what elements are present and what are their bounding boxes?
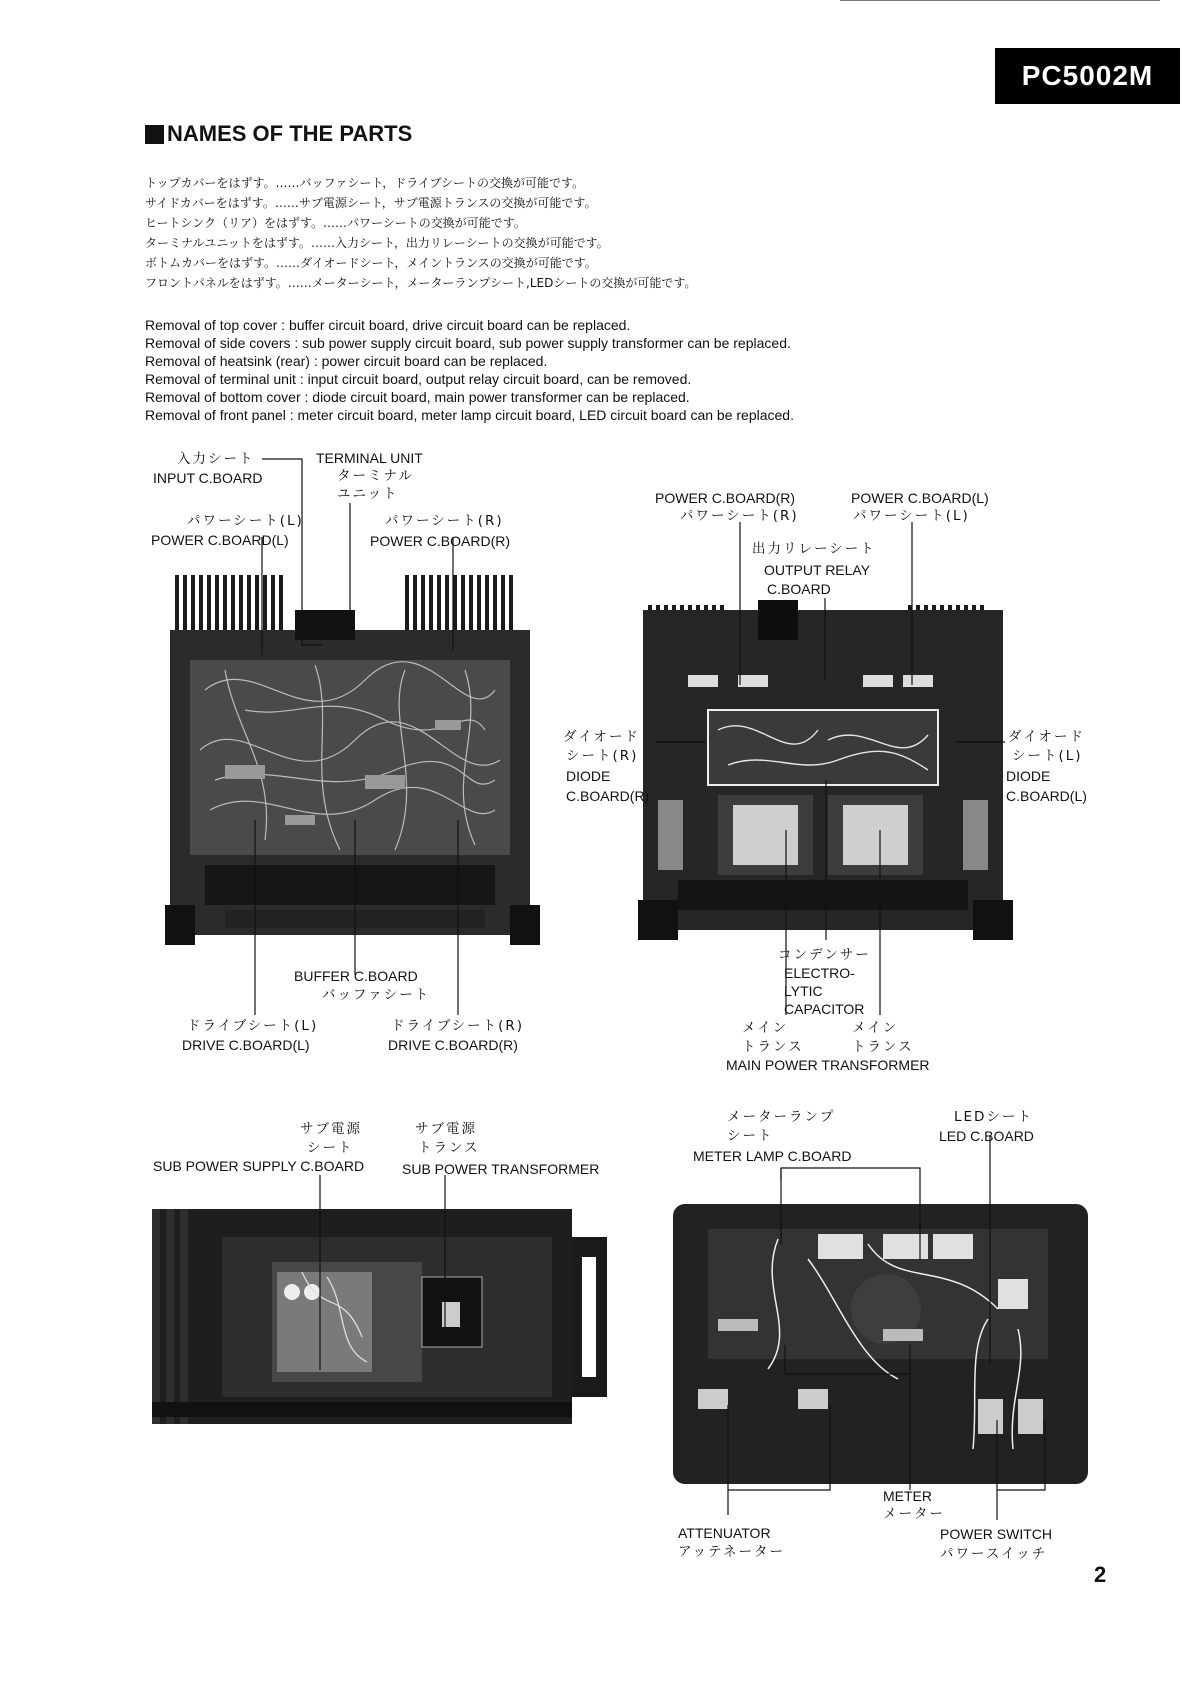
en-note-line: Removal of bottom cover : diode circuit board, main power transformer can be replaced. [145, 389, 690, 405]
sub-power-transformer-label-jp2: トランス [418, 1140, 480, 1156]
sub-power-board-label-jp1: サブ電源 [300, 1121, 362, 1137]
drive-board-l-label-en: DRIVE C.BOARD(L) [182, 1037, 310, 1053]
led-board-label-en: LED C.BOARD [939, 1128, 1034, 1144]
diode-board-l-label-en2: C.BOARD(L) [1006, 788, 1087, 804]
main-transformer-label-en: MAIN POWER TRANSFORMER [726, 1057, 930, 1073]
diode-board-r-label-en2: C.BOARD(R) [566, 788, 650, 804]
jp-note-line: フロントパネルをはずす。……メーターシート，メーターランプシート,LEDシートの交換が可能です。 [145, 276, 697, 290]
main-transformer-1-label-jp1: メイン [742, 1020, 789, 1036]
drive-board-l-label-jp: ドライブシート(L) [187, 1018, 319, 1034]
meter-lamp-board-label-jp2: シート [727, 1128, 774, 1144]
attenuator-label-en: ATTENUATOR [678, 1525, 771, 1541]
bottom-power-l-label-en: POWER C.BOARD(L) [851, 490, 989, 506]
jp-note-line: ターミナルユニットをはずす。……入力シート，出力リレーシートの交換が可能です。 [145, 236, 609, 250]
attenuator-label-jp: アッテネーター [678, 1544, 786, 1560]
side-view-photo [152, 1197, 622, 1442]
drive-board-r-label-en: DRIVE C.BOARD(R) [388, 1037, 518, 1053]
input-board-label-en: INPUT C.BOARD [153, 470, 263, 486]
capacitor-label-en2: LYTIC [784, 983, 823, 999]
top-rule [840, 0, 1160, 1]
capacitor-label-jp: コンデンサー [778, 947, 871, 963]
power-switch-label-jp: パワースイッチ [940, 1546, 1048, 1562]
diode-board-l-label-jp2: シート(L) [1012, 748, 1083, 764]
top-view-photo [165, 570, 540, 955]
english-notes [145, 316, 794, 424]
japanese-notes [145, 173, 696, 293]
jp-note-line: ボトムカバーをはずす。……ダイオードシート，メイントランスの交換が可能です。 [145, 256, 597, 270]
output-relay-label-en1: OUTPUT RELAY [764, 562, 871, 578]
capacitor-label-en3: CAPACITOR [784, 1001, 865, 1017]
bottom-power-r-label-jp: パワーシート(R) [680, 508, 799, 524]
diode-board-r-label-jp2: シート(R) [566, 748, 639, 764]
output-relay-label-en2: C.BOARD [767, 581, 831, 597]
section-bullet-icon [145, 125, 164, 144]
meter-label-en: METER [883, 1488, 932, 1504]
section-title [145, 121, 412, 147]
model-text: PC5002M [1021, 60, 1154, 91]
meter-lamp-board-label-jp1: メーターランプ [727, 1109, 836, 1125]
sub-power-board-label-en: SUB POWER SUPPLY C.BOARD [153, 1158, 365, 1174]
en-note-line: Removal of side covers : sub power supply circuit board, sub power supply transformer can be replaced. [145, 335, 791, 351]
diode-board-l-label-jp1: ダイオード [1008, 729, 1085, 745]
en-note-line: Removal of front panel : meter circuit board, meter lamp circuit board, LED circuit board can be replaced. [145, 407, 794, 423]
terminal-unit-label-en: TERMINAL UNIT [316, 450, 423, 466]
main-transformer-2-label-jp2: トランス [852, 1039, 914, 1055]
front-view-photo [668, 1199, 1093, 1489]
meter-lamp-board-label-en: METER LAMP C.BOARD [693, 1148, 852, 1164]
section-title-text: NAMES OF THE PARTS [167, 121, 413, 146]
input-board-label-jp: 入力シート [177, 451, 255, 467]
buffer-board-label-en: BUFFER C.BOARD [294, 968, 418, 984]
drive-board-r-label-jp: ドライブシート(R) [391, 1018, 525, 1034]
jp-note-line: サイドカバーをはずす。……サブ電源シート，サブ電源トランスの交換が可能です。 [145, 196, 597, 210]
diode-board-r-label-jp1: ダイオード [563, 729, 640, 745]
en-note-line: Removal of heatsink (rear) : power circuit board can be replaced. [145, 353, 548, 369]
capacitor-label-en1: ELECTRO- [784, 965, 855, 981]
power-board-l-label-en: POWER C.BOARD(L) [151, 532, 289, 548]
led-board-label-jp: LEDシート [954, 1109, 1033, 1125]
diode-board-r-label-en1: DIODE [566, 768, 611, 784]
en-note-line: Removal of terminal unit : input circuit board, output relay circuit board, can be removed. [145, 371, 692, 387]
power-switch-label-en: POWER SWITCH [940, 1526, 1052, 1542]
sub-power-board-label-jp2: シート [307, 1140, 354, 1156]
en-note-line: Removal of top cover : buffer circuit board, drive circuit board can be replaced. [145, 317, 631, 333]
main-transformer-1-label-jp2: トランス [742, 1039, 804, 1055]
jp-note-line: ヒートシンク（リア）をはずす。……パワーシートの交換が可能です。 [145, 216, 526, 230]
terminal-unit-label-jp2: ユニット [337, 486, 399, 502]
model-badge [995, 48, 1180, 104]
diode-board-l-label-en1: DIODE [1006, 768, 1051, 784]
power-board-r-label-jp: パワーシート(R) [385, 513, 504, 529]
bottom-power-l-label-jp: パワーシート(L) [853, 508, 970, 524]
sub-power-transformer-label-en: SUB POWER TRANSFORMER [402, 1161, 600, 1177]
jp-note-line: トップカバーをはずす。……バッファシート，ドライブシートの交換が可能です。 [145, 176, 585, 190]
terminal-unit-label-jp1: ターミナル [337, 468, 414, 484]
bottom-power-r-label-en: POWER C.BOARD(R) [655, 490, 795, 506]
sub-power-transformer-label-jp1: サブ電源 [415, 1121, 477, 1137]
power-board-l-label-jp: パワーシート(L) [187, 513, 304, 529]
bottom-view-photo [638, 600, 1013, 960]
meter-label-jp: メーター [883, 1506, 945, 1522]
main-transformer-2-label-jp1: メイン [852, 1020, 899, 1036]
buffer-board-label-jp: バッファシート [322, 987, 431, 1003]
output-relay-label-jp: 出力リレーシート [752, 541, 876, 557]
power-board-r-label-en: POWER C.BOARD(R) [370, 533, 510, 549]
page-number: 2 [1094, 1562, 1107, 1587]
